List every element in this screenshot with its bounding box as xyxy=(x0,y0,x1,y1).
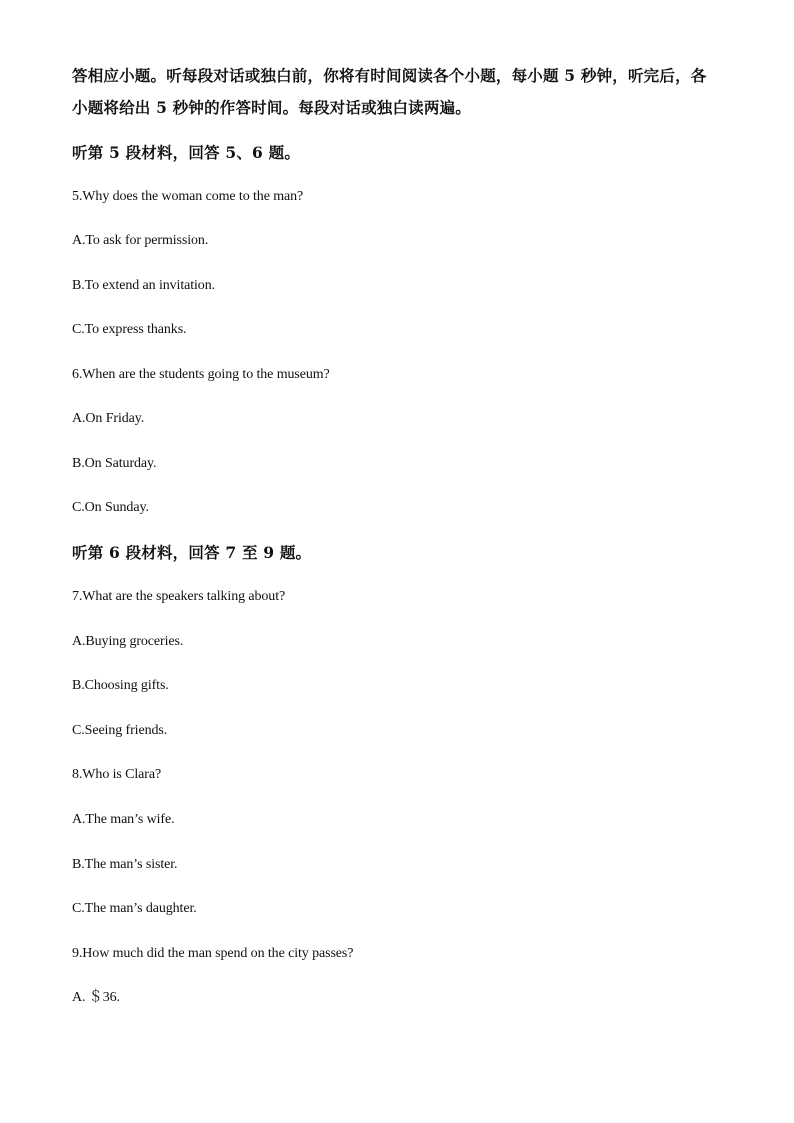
question-8-option-a: A.The man’s wife. xyxy=(72,812,175,827)
question-5: 5.Why does the woman come to the man? xyxy=(72,189,304,204)
question-6-option-b: B.On Saturday. xyxy=(72,456,157,471)
question-8-option-b: B.The man’s sister. xyxy=(72,857,178,872)
section-6-heading: 听第 6 段材料，回答 7 至 9 题。 xyxy=(72,543,312,562)
question-6-option-a: A.On Friday. xyxy=(72,411,145,426)
question-7-option-b: B.Choosing gifts. xyxy=(72,678,169,693)
question-9: 9.How much did the man spend on the city passes? xyxy=(72,946,354,961)
question-7: 7.What are the speakers talking about? xyxy=(72,589,286,604)
question-8: 8.Who is Clara? xyxy=(72,767,162,782)
question-9-option-a: A. ＄36. xyxy=(72,990,120,1005)
question-7-option-c: C.Seeing friends. xyxy=(72,723,168,738)
instructions-line-2: 小题将给出 5 秒钟的作答时间。每段对话或独白读两遍。 xyxy=(72,98,471,117)
question-5-option-a: A.To ask for permission. xyxy=(72,233,209,248)
instructions-line-1: 答相应小题。听每段对话或独白前，你将有时间阅读各个小题，每小题 5 秒钟，听完后，各 xyxy=(72,66,707,85)
section-5-heading: 听第 5 段材料，回答 5、6 题。 xyxy=(72,143,301,162)
question-8-option-c: C.The man’s daughter. xyxy=(72,901,197,916)
question-5-option-c: C.To express thanks. xyxy=(72,322,187,337)
question-7-option-a: A.Buying groceries. xyxy=(72,634,184,649)
question-5-option-b: B.To extend an invitation. xyxy=(72,278,216,293)
question-6-option-c: C.On Sunday. xyxy=(72,500,149,515)
question-6: 6.When are the students going to the museum? xyxy=(72,367,330,382)
